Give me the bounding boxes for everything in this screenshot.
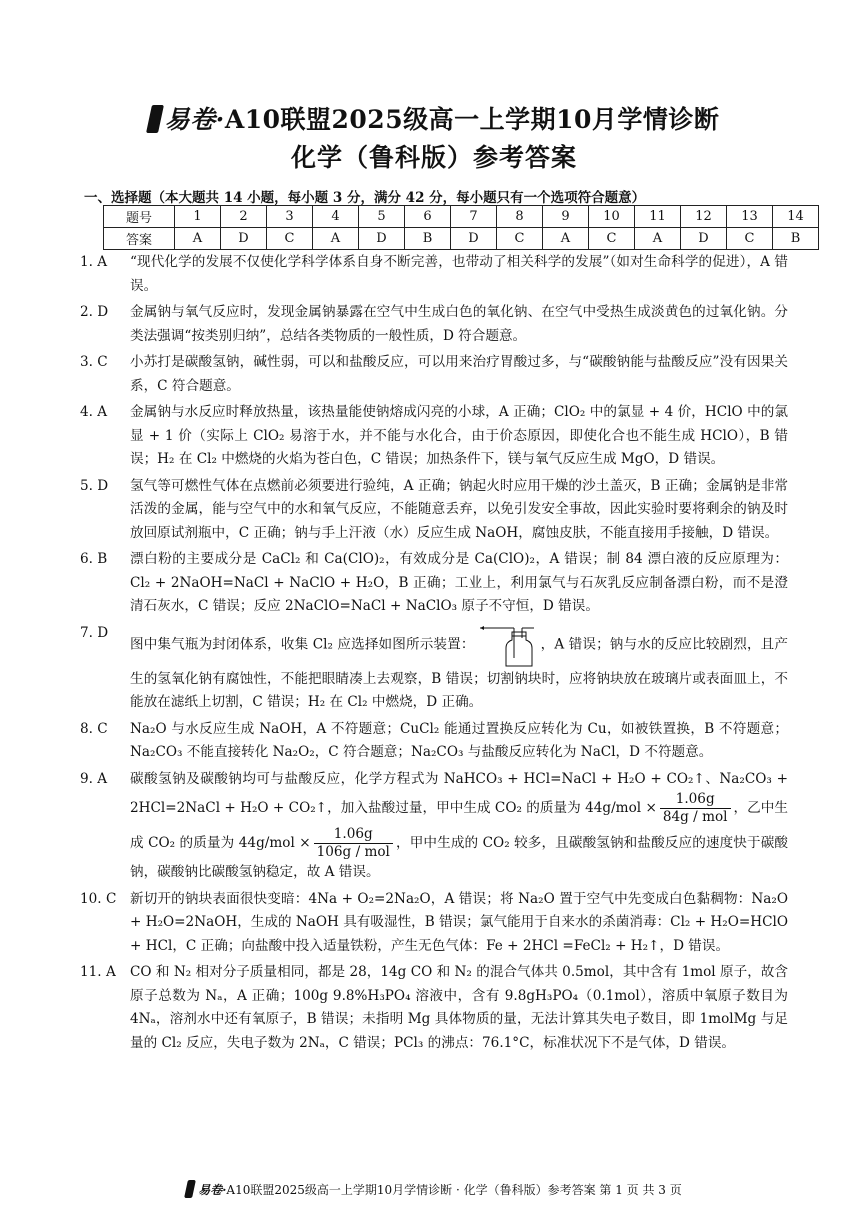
list-item (80, 251, 788, 298)
item-text-part: ，A 错误；钠与水的反应比较剧烈，且产生的氢氧化钠有腐蚀性，不能把眼睛凑上去观察，B 错误；切割钠块时，应将钠块放在玻璃片或表面皿上，不能放在滤纸上切割，C 错误；H₂ 在 Cl₂ 中燃烧，D 正确。 (130, 636, 788, 710)
row-label-answer: 答案 (104, 228, 175, 250)
item-text: 新切开的钠块表面很快变暗：4Na + O₂=2Na₂O，A 错误；将 Na₂O 置于空气中先变成白色黏稠物：Na₂O + H₂O=2NaOH，生成的 NaOH 具有吸湿性，B 错误；氯气能用于自来水的杀菌消毒：Cl₂ + H₂O=HClO + HCl，C 正确；向盐酸中投入适量铁粉，产生无色气体：Fe + 2HCl =FeCl₂ + H₂↑，D 错误。 (130, 890, 788, 954)
item-text-part: ，乙中生成 CO₂ 的质量为 44g/mol × (130, 800, 789, 851)
item-text: Na₂O 与水反应生成 NaOH，A 不符题意；CuCl₂ 能通过置换反应转化为 Cu，如被铁置换，B 不符题意；Na₂CO₃ 不能直接转化 Na₂O₂，C 符合题意；Na₂CO₃ 与盐酸反应转化为 NaCl，D 不符题意。 (130, 720, 788, 760)
item-number: 3. C (80, 354, 108, 370)
answer-cell: C (267, 228, 313, 250)
question-number-cell: 5 (359, 206, 405, 228)
answer-cell: C (589, 228, 635, 250)
brand-name: 易卷· (164, 105, 225, 134)
item-number: 6. B (80, 551, 108, 567)
gas-collection-bottle-icon (478, 622, 538, 668)
item-number: 10. C (80, 890, 117, 907)
question-number-cell: 8 (497, 206, 543, 228)
list-item (80, 301, 788, 348)
item-text: 漂白粉的主要成分是 CaCl₂ 和 Ca(ClO)₂，有效成分是 Ca(ClO)₂，A 错误；制 84 漂白液的反应原理为：Cl₂ + 2NaOH=NaCl + NaClO + H₂O，B 正确；工业上，利用氯气与石灰乳反应制备漂白粉，而不是澄清石灰水，C 错误；反应 2NaClO=NaCl + NaClO₃ 原子不守恒，D 错误。 (130, 551, 788, 614)
list-item (80, 718, 788, 765)
item-number: 4. A (80, 404, 108, 420)
answer-cell: B (773, 228, 819, 250)
answer-cell: D (221, 228, 267, 250)
answer-cell: A (313, 228, 359, 250)
page-subtitle: 化学（鲁科版）参考答案 (290, 143, 577, 172)
page-title (0, 100, 868, 136)
fraction (660, 791, 731, 826)
item-text: CO 和 N₂ 相对分子质量相同，都是 28，14g CO 和 N₂ 的混合气体共 0.5mol，其中含有 1mol 原子，故含原子总数为 Nₐ，A 正确；100g 9.8%H₃PO₄ 溶液中，含有 9.8gH₃PO₄（0.1mol），溶质中氧原子数目为 4Nₐ，溶剂水中还有氧原子，B 错误；未指明 Mg 具体物质的量，无法计算其失电子数目，即 1molMg 与足量的 Cl₂ 反应，失电子数为 2Nₐ，C 错误；PCl₃ 的沸点：76.1°C，标准状况下不是气体，D 错误。 (130, 964, 788, 1051)
row-label-number: 题号 (104, 206, 175, 228)
section-heading: 一、选择题（本大题共 14 小题，每小题 3 分，满分 42 分，每小题只有一个选项符合题意） (84, 190, 646, 206)
question-number-cell: 4 (313, 206, 359, 228)
item-number: 8. C (80, 720, 108, 737)
fraction-denominator: 106g / mol (316, 844, 390, 860)
item-number: 7. D (80, 624, 109, 641)
footer-text: A10联盟2025级高一上学期10月学情诊断 · 化学（鲁科版）参考答案 第 1 页 共 3 页 (226, 1183, 682, 1197)
answer-cell: D (359, 228, 405, 250)
answer-cell: D (681, 228, 727, 250)
answer-table (103, 205, 819, 250)
answer-cell: D (451, 228, 497, 250)
list-item (80, 888, 788, 959)
item-text-part: ，甲中生成的 CO₂ 较多，且碳酸氢钠和盐酸反应的速度快于碳酸钠，碳酸钠比碳酸氢钠稳定，故 A 错误。 (130, 835, 788, 880)
item-text (130, 768, 788, 885)
question-number-cell: 3 (267, 206, 313, 228)
item-number: 11. A (80, 964, 116, 980)
answer-cell: A (635, 228, 681, 250)
question-number-cell: 9 (543, 206, 589, 228)
list-item (80, 768, 788, 885)
list-item (80, 548, 788, 619)
item-number: 2. D (80, 304, 109, 320)
question-number-cell: 11 (635, 206, 681, 228)
item-number: 9. A (80, 770, 108, 787)
question-number-cell: 12 (681, 206, 727, 228)
fraction-denominator: 84g / mol (662, 809, 728, 825)
fraction-numerator: 1.06g (314, 826, 393, 844)
list-item (80, 961, 788, 1055)
question-number-cell: 7 (451, 206, 497, 228)
item-text: 氢气等可燃性气体在点燃前必须要进行验纯，A 正确；钠起火时应用干燥的沙土盖灭，B 正确；金属钠是非常活泼的金属，能与空气中的水和氧气反应，不能随意丢弃，以免引发安全事故，因此实验时要将剩余的钠及时放回原试剂瓶中，C 正确；钠与手上汗液（水）反应生成 NaOH，腐蚀皮肤，不能直接用手接触，D 错误。 (130, 477, 788, 541)
answer-cell: B (405, 228, 451, 250)
item-number: 1. A (80, 254, 108, 270)
question-number-cell: 13 (727, 206, 773, 228)
question-number-row (104, 206, 819, 228)
list-item (80, 351, 788, 398)
list-item (80, 622, 788, 715)
answer-cell: C (727, 228, 773, 250)
item-text: 小苏打是碳酸氢钠，碱性弱，可以和盐酸反应，可以用来治疗胃酸过多，与“碳酸钠能与盐酸反应”没有因果关系，C 符合题意。 (130, 354, 788, 394)
question-number-cell: 14 (773, 206, 819, 228)
item-text (130, 622, 788, 715)
answer-cell: A (543, 228, 589, 250)
item-text: 金属钠与氧气反应时，发现金属钠暴露在空气中生成白色的氧化钠、在空气中受热生成淡黄色的过氧化钠。分类法强调“按类别归纳”，总结各类物质的一般性质，D 符合题意。 (130, 304, 788, 344)
answer-row (104, 228, 819, 250)
question-number-cell: 10 (589, 206, 635, 228)
item-text: 金属钠与水反应时释放热量，该热量能使钠熔成闪亮的小球，A 正确；ClO₂ 中的氯显 + 4 价，HClO 中的氯显 + 1 价（实际上 ClO₂ 易溶于水，并不能与水化合，由于价态原因，即使化合也不能生成 HClO），B 错误；H₂ 在 Cl₂ 中燃烧的火焰为苍白色，C 错误；加热条件下，镁与氧气反应生成 MgO，D 错误。 (130, 404, 788, 467)
item-text-part: 碳酸氢钠及碳酸钠均可与盐酸反应，化学方程式为 NaHCO₃ + HCl=NaCl + H₂O + CO₂↑、Na₂CO₃ + 2HCl=2NaCl + H₂O + CO₂↑，加入盐酸过量，甲中生成 CO₂ 的质量为 44g/mol × (130, 770, 788, 816)
question-number-cell: 2 (221, 206, 267, 228)
question-number-cell: 1 (175, 206, 221, 228)
page-footer (0, 1180, 868, 1198)
fraction (314, 826, 393, 861)
answer-cell: A (175, 228, 221, 250)
brand-logo-icon (184, 1180, 196, 1198)
item-text-part: 图中集气瓶为封闭体系，收集 Cl₂ 应选择如图所示装置： (130, 636, 475, 652)
question-number-cell: 6 (405, 206, 451, 228)
footer-brand: 易卷· (198, 1183, 227, 1197)
brand-logo-icon (146, 105, 164, 133)
fraction-numerator: 1.06g (660, 791, 731, 809)
title-text: A10联盟2025级高一上学期10月学情诊断 (224, 105, 720, 134)
answer-cell: C (497, 228, 543, 250)
explanation-list (80, 251, 788, 1058)
item-text: “现代化学的发展不仅使化学科学体系自身不断完善，也带动了相关科学的发展”（如对生命科学的促进），A 错误。 (130, 254, 788, 294)
list-item (80, 475, 788, 546)
list-item (80, 401, 788, 472)
item-number: 5. D (80, 477, 109, 494)
